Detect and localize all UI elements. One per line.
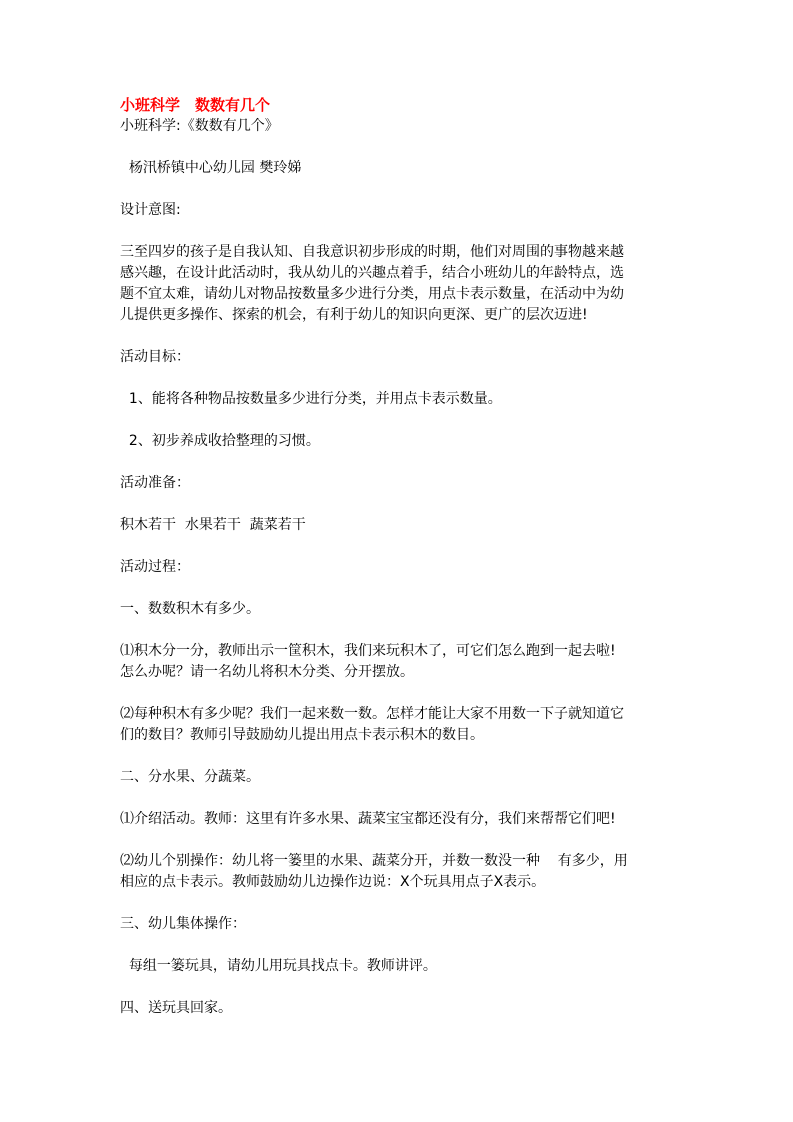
design-paragraph-line: 三至四岁的孩子是自我认知、自我意识初步形成的时期，他们对周围的事物越来越: [120, 244, 624, 260]
spacer: [120, 620, 680, 641]
spacer: [120, 179, 680, 200]
document-subtitle: 小班科学:《数数有几个》: [120, 118, 279, 134]
spacer: [120, 830, 680, 851]
design-paragraph-line: 儿提供更多操作、探索的机会，有利于幼儿的知识向更深、更广的层次迈进!: [120, 307, 588, 323]
goal-item-2: 2、初步养成收拾整理的习惯。: [120, 433, 320, 449]
step4-heading: 四、送玩具回家。: [120, 1000, 232, 1016]
spacer: [120, 578, 680, 599]
spacer: [120, 536, 680, 557]
step1a-line: 怎么办呢？请一名幼儿将积木分类、分开摆放。: [120, 664, 414, 680]
spacer: [120, 452, 680, 473]
step3-text: 每组一篓玩具，请幼儿用玩具找点卡。教师讲评。: [120, 958, 437, 974]
prep-text: 积木若干 水果若干 蔬菜若干: [120, 517, 306, 533]
spacer: [120, 893, 680, 914]
author-line: 杨汛桥镇中心幼儿园 樊玲娣: [120, 160, 302, 176]
design-paragraph-line: 感兴趣，在设计此活动时，我从幼儿的兴趣点着手，结合小班幼儿的年龄特点，选: [120, 265, 624, 281]
step1b-line: ⑵每种积木有多少呢？我们一起来数一数。怎样才能让大家不用数一下子就知道它: [120, 706, 624, 722]
step2a-line: ⑴介绍活动。教师：这里有许多水果、蔬菜宝宝都还没有分，我们来帮帮它们吧!: [120, 811, 616, 827]
spacer: [120, 977, 680, 998]
spacer: [120, 137, 680, 158]
step1a-line: ⑴积木分一分，教师出示一筐积木，我们来玩积木了，可它们怎么跑到一起去啦!: [120, 643, 616, 659]
document-title: 小班科学 数数有几个: [120, 96, 271, 114]
document-page: [120, 94, 680, 1019]
step1-heading: 一、数数积木有多少。: [120, 601, 260, 617]
prep-heading: 活动准备：: [120, 475, 190, 491]
step2-heading: 二、分水果、分蔬菜。: [120, 769, 260, 785]
goals-heading: 活动目标：: [120, 349, 190, 365]
step2b-line: 相应的点卡表示。教师鼓励幼儿边操作边说：X个玩具用点子X表示。: [120, 874, 546, 890]
design-paragraph-line: 题不宜太难，请幼儿对物品按数量多少进行分类，用点卡表示数量，在活动中为幼: [120, 286, 624, 302]
spacer: [120, 410, 680, 431]
step3-heading: 三、幼儿集体操作：: [120, 916, 246, 932]
spacer: [120, 368, 680, 389]
design-heading: 设计意图:: [120, 202, 181, 218]
goal-item-1: 1、能将各种物品按数量多少进行分类，并用点卡表示数量。: [120, 391, 502, 407]
spacer: [120, 746, 680, 767]
spacer: [120, 683, 680, 704]
spacer: [120, 788, 680, 809]
spacer: [120, 326, 680, 347]
step1b-line: 们的数目？教师引导鼓励幼儿提出用点卡表示积木的数目。: [120, 727, 484, 743]
process-heading: 活动过程：: [120, 559, 190, 575]
spacer: [120, 494, 680, 515]
step2b-line: ⑵幼儿个别操作：幼儿将一篓里的水果、蔬菜分开，并数一数没一种 有多少，用: [120, 853, 628, 869]
spacer: [120, 221, 680, 242]
spacer: [120, 935, 680, 956]
